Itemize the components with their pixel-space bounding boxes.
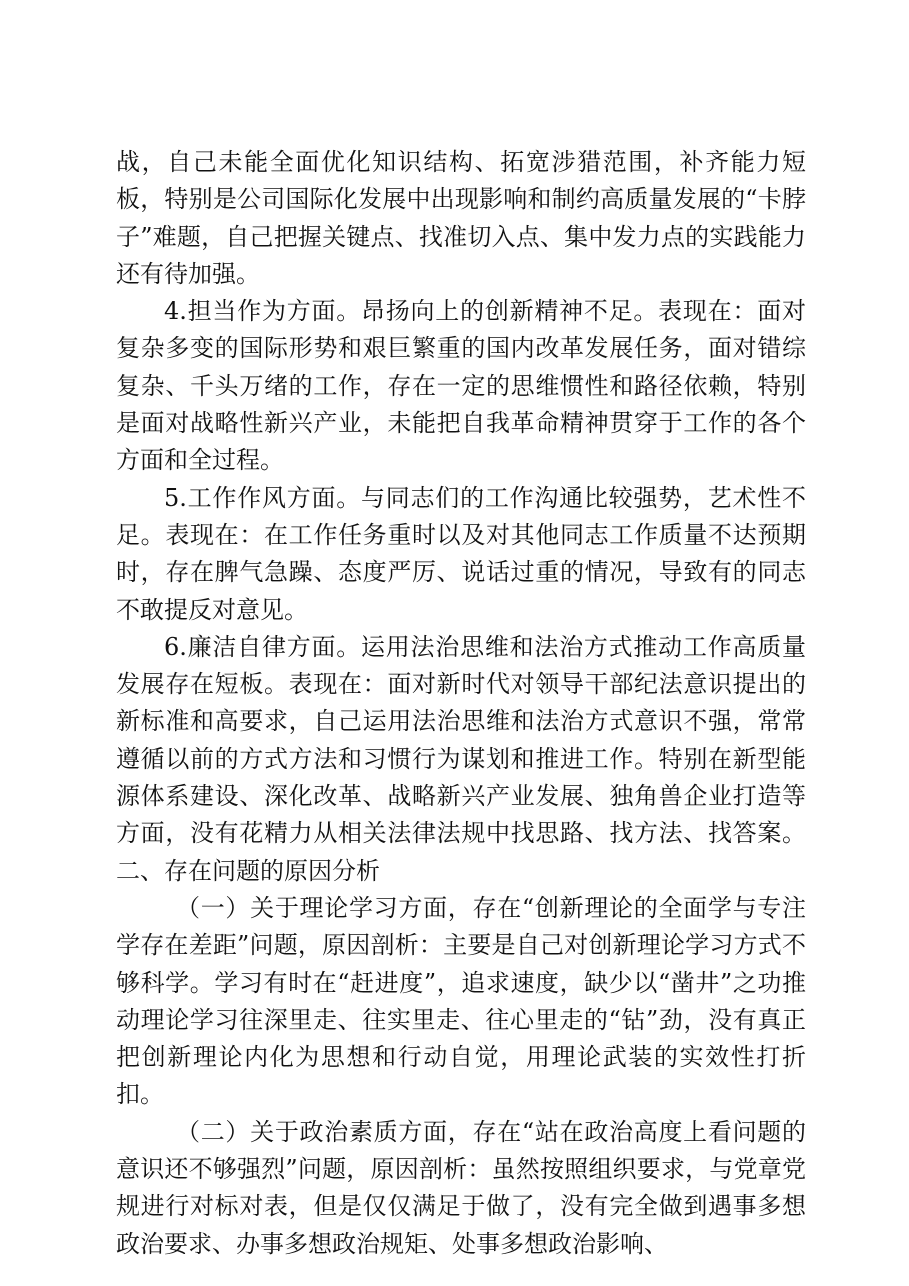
paragraph-cause-2: （二）关于政治素质方面，存在“站在政治高度上看问题的意识还不够强烈”问题，原因剖析：虽然按照组织要求，与党章党规进行对标对表，但是仅仅满足于做了，没有完全做到遇事多想政治要求、办事多想政治规矩、处事多想政治影响、 (116, 1117, 806, 1258)
paragraph-continuation: 战，自己未能全面优化知识结构、拓宽涉猎范围，补齐能力短板，特别是公司国际化发展中出现影响和制约高质量发展的“卡脖子”难题，自己把握关键点、找准切入点、集中发力点的实践能力还有待加强。 (116, 148, 806, 288)
paragraph-item-4: 4.担当作为方面。昂扬向上的创新精神不足。表现在：面对复杂多变的国际形势和艰巨繁重的国内改革发展任务，面对错综复杂、千头万绪的工作，存在一定的思维惯性和路径依赖，特别是面对战略性新兴产业，未能把自我革命精神贯穿于工作的各个方面和全过程。 (116, 297, 806, 475)
paragraph-item-6: 6.廉洁自律方面。运用法治思维和法治方式推动工作高质量发展存在短板。表现在：面对新时代对领导干部纪法意识提出的新标准和高要求，自己运用法治思维和法治方式意识不强，常常遵循以前的方式方法和习惯行为谋划和推进工作。特别在新型能源体系建设、深化改革、战略新兴产业发展、独角兽企业打造等方面，没有花精力从相关法律法规中找思路、找方法、找答案。二、存在问题的原因分析 (116, 632, 806, 885)
paragraph-cause-1: （一）关于理论学习方面，存在“创新理论的全面学与专注学存在差距”问题，原因剖析：主要是自己对创新理论学习方式不够科学。学习有时在“赶进度”，追求速度，缺少以“凿井”之功推动理论学习往深里走、往实里走、往心里走的“钻”劲，没有真正把创新理论内化为思想和行动自觉，用理论武装的实效性打折扣。 (116, 893, 806, 1109)
document-body (116, 144, 806, 1263)
paragraph-item-5: 5.工作作风方面。与同志们的工作沟通比较强势，艺术性不足。表现在：在工作任务重时以及对其他同志工作质量不达预期时，存在脾气急躁、态度严厉、说话过重的情况，导致有的同志不敢提反对意见。 (116, 483, 806, 624)
